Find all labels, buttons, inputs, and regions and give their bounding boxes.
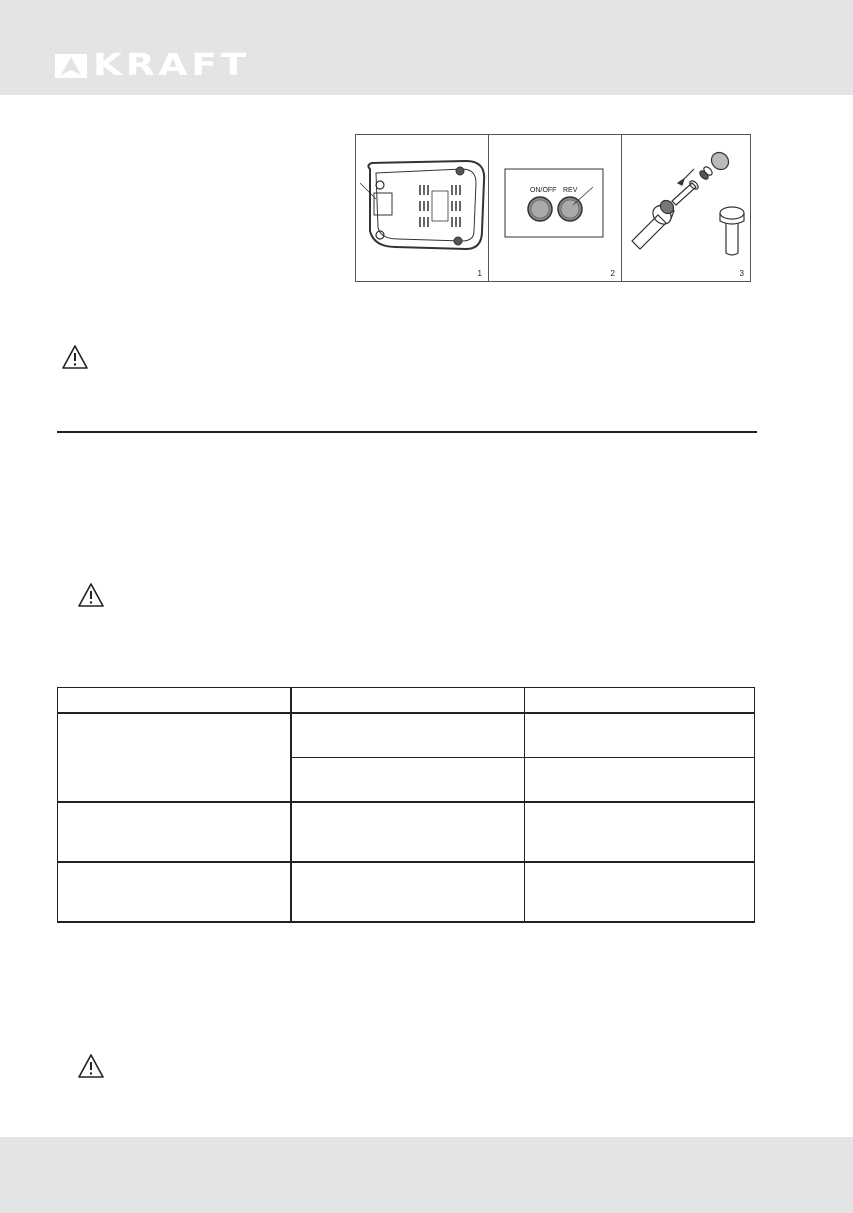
table-cell: [58, 802, 292, 862]
brand-name: KRAFT: [93, 48, 250, 83]
table-header-row: [58, 688, 755, 714]
table-cell: [291, 862, 525, 922]
table-header-cell: [291, 688, 525, 714]
brand-logo: [55, 48, 250, 83]
onoff-button-label: ON/OFF: [530, 187, 557, 194]
attachment-assembly-drawing: [622, 135, 750, 283]
page-footer: [0, 1137, 853, 1213]
warning-triangle-icon: [77, 582, 105, 608]
warning-triangle-icon: [77, 1053, 105, 1079]
table-cell: [58, 862, 292, 922]
figure-panel-1: [356, 135, 489, 281]
troubleshooting-table: [57, 687, 755, 923]
kraft-logo-icon: [55, 54, 87, 78]
control-buttons-drawing: [489, 135, 622, 283]
table-cell: [291, 802, 525, 862]
rev-button-label: REV: [563, 187, 578, 194]
table-cell: [525, 758, 755, 803]
panel-number: 3: [739, 269, 744, 278]
table-row: [58, 802, 755, 862]
device-bottom-drawing: [356, 135, 489, 283]
assembly-figure: [355, 134, 751, 282]
table-header-cell: [58, 688, 292, 714]
table-row: [58, 713, 755, 758]
panel-number: 1: [477, 269, 482, 278]
table-cell: [58, 713, 292, 802]
table-cell: [291, 713, 525, 758]
table-cell: [525, 713, 755, 758]
warning-triangle-icon: [61, 344, 89, 370]
table-header-cell: [525, 688, 755, 714]
section-divider: [57, 431, 757, 433]
table-cell: [291, 758, 525, 803]
figure-panel-3: [622, 135, 750, 281]
page-header: [0, 0, 853, 95]
table-row: [58, 862, 755, 922]
figure-panel-2: [489, 135, 622, 281]
table-cell: [525, 802, 755, 862]
table-cell: [525, 862, 755, 922]
panel-number: 2: [610, 269, 615, 278]
